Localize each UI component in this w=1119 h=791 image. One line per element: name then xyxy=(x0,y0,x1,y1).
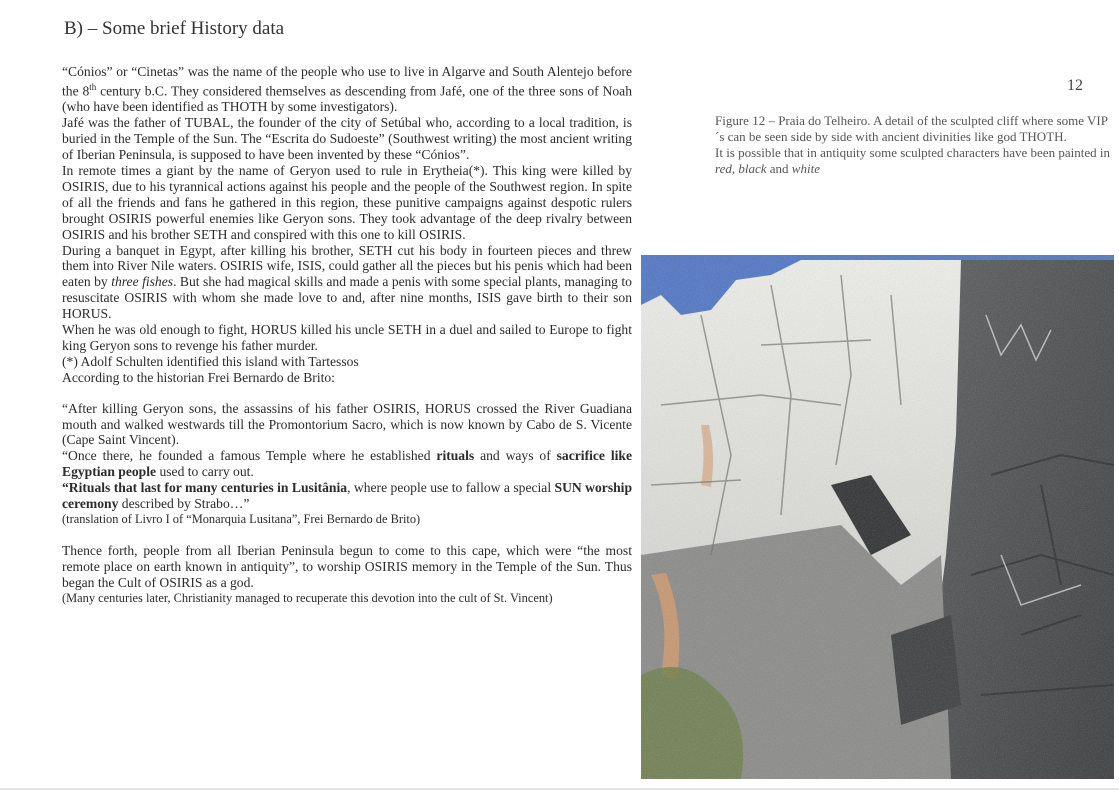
bold-text: “Rituals that last for many centuries in Lusitânia xyxy=(62,480,348,496)
bold-text: sacrifice like Egyptian people xyxy=(62,448,632,480)
text-run: “Once there, he founded a famous Temple where he established xyxy=(62,448,437,464)
section-heading: B) – Some brief History data xyxy=(64,18,285,39)
footnote-schulten: (*) Adolf Schulten identified this island with Tartessos xyxy=(62,353,359,369)
figure-caption xyxy=(715,113,1115,177)
text-run: , xyxy=(731,161,739,176)
caption-line-2 xyxy=(715,145,1115,177)
text-run: , where people use to fallow a special xyxy=(347,480,555,496)
paragraph-jafe: Jafé was the father of TUBAL, the founder of the city of Setúbal who, according to a local tradition, is buried in the Temple of the Sun. The “Escrita do Sudoeste” (Southwest writing) the most ancient writing of Iberian Peninsula, is supposed to have been invented by these “Cónios”. xyxy=(62,115,632,163)
text-run: “Cónios” or “Cinetas” was the name of the people who use to live in Algarve and South Alentejo before the 8 xyxy=(62,64,632,99)
bold-text: SUN worship ceremony xyxy=(62,480,633,512)
italic-red: red xyxy=(715,161,732,176)
page-number: 12 xyxy=(1067,77,1083,94)
caption-line-1: Figure 12 – Praia do Telheiro. A detail of the sculpted cliff where some VIP´s can be seen side by side with ancient divinities like god THOTH. xyxy=(715,113,1108,144)
paragraph-christianity: (Many centuries later, Christianity managed to recuperate this devotion into the cult of St. Vincent) xyxy=(62,590,553,605)
paragraph-geryon: In remote times a giant by the name of Geryon used to rule in Erytheia(*). This king were killed by OSIRIS, due to his tyrannical actions against his people and the people of the Southwest region. In spite of all the friends and fans he gathered in this region, these punitive campaigns against despotic rulers brought OSIRIS powerful enemies like Geryon sons. They took advantage of the deep rivalry between OSIRIS and his brother SETH and conspired with this one to kill OSIRIS. xyxy=(62,162,632,242)
quote-paragraph-2 xyxy=(62,448,632,480)
italic-white: white xyxy=(791,161,820,176)
body-text xyxy=(62,64,632,607)
paragraph-horus: When he was old enough to fight, HORUS killed his uncle SETH in a duel and sailed to Europe to fight king Geryon sons to revenge his father murder. xyxy=(62,322,632,353)
text-run: described by Strabo…” xyxy=(118,496,250,512)
italic-black: black xyxy=(738,161,767,176)
bold-text: rituals xyxy=(436,448,475,464)
paragraph-banquet xyxy=(62,243,632,323)
paragraph-conios xyxy=(62,64,632,115)
text-run: century b.C. They considered themselves as descending from Jafé, one of the three sons of Noah (who have been identified as THOTH by some investigators). xyxy=(62,83,632,115)
text-run: used to carry out. xyxy=(156,464,254,480)
cliff-photo xyxy=(641,255,1114,779)
scan-edge-line xyxy=(0,788,1119,790)
photo-grain xyxy=(641,255,1114,779)
text-run: and xyxy=(766,161,792,176)
text-run: It is possible that in antiquity some sculpted characters have been painted in xyxy=(715,145,1110,160)
text-run: and ways of xyxy=(474,448,557,464)
quote-paragraph-1: “After killing Geryon sons, the assassins of his father OSIRIS, HORUS crossed the River Guadiana mouth and walked westwards till the Promontorium Sacro, which is now known by Cabo de S. Vicente (Cape Saint Vincent). xyxy=(62,400,632,448)
paragraph-historian: According to the historian Frei Bernardo de Brito: xyxy=(62,369,335,385)
superscript: th xyxy=(89,81,97,92)
translation-note: (translation of Livro I of “Monarquia Lusitana”, Frei Bernardo de Brito) xyxy=(62,512,421,526)
quote-paragraph-3 xyxy=(62,480,632,512)
text-run: . But she had magical skills and made a penis with some special plants, managing to resuscitate OSIRIS with whom she made love to and, after nine months, ISIS gave birth to their son HORUS. xyxy=(62,274,632,322)
cliff-photo-illustration xyxy=(641,255,1114,779)
paragraph-thence: Thence forth, people from all Iberian Peninsula begun to come to this cape, which were “the most remote place on earth known in antiquity”, to worship OSIRIS memory in the Temple of the Sun. Thus began the Cult of OSIRIS as a god. xyxy=(62,542,632,590)
text-run: During a banquet in Egypt, after killing his brother, SETH cut his body in fourteen pieces and threw them into River Nile waters. OSIRIS wife, ISIS, could gather all the pieces but his penis which had been eaten by xyxy=(62,242,632,290)
italic-text: three fishes xyxy=(111,274,174,290)
